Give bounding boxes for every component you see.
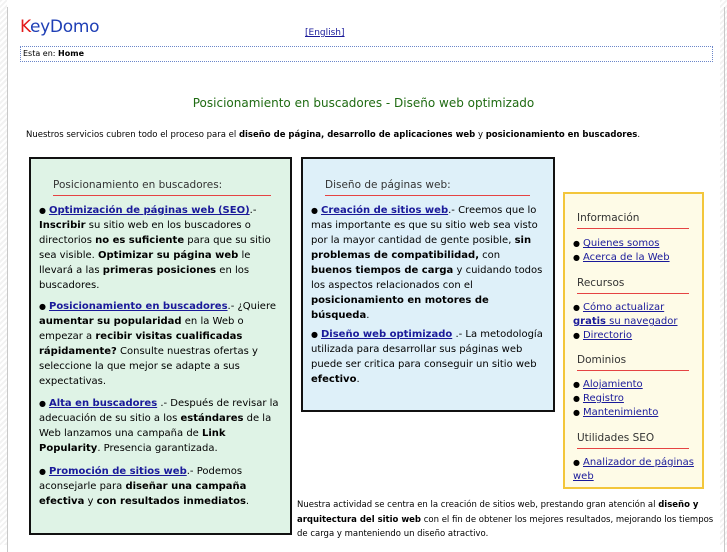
- registro-link[interactable]: Registro: [582, 393, 624, 404]
- design-item-optimized: ● Diseño web optimizado .- La metodología utilizada para desarrollar sus páginas web puede ser critica para conseguir un sitio web efectivo.: [311, 329, 543, 385]
- sidebar-item-quienes: ● Quienes somos: [573, 238, 660, 249]
- quienes-somos-link[interactable]: Quienes somos: [582, 238, 660, 249]
- sidebar-info-title: Información: [577, 211, 689, 229]
- seo-services-box: [29, 157, 292, 535]
- posicionamiento-link[interactable]: Posicionamiento en buscadores: [48, 301, 228, 312]
- actualizar-navegador-link[interactable]: Cómo actualizar gratis su navegador: [573, 302, 678, 327]
- left-stripe: [0, 0, 7, 545]
- sidebar-item-mantenimiento: ● Mantenimiento: [573, 407, 659, 418]
- site-logo[interactable]: KeyDomo: [20, 17, 100, 37]
- design-services-box: [301, 157, 555, 412]
- breadcrumb: [20, 46, 713, 62]
- page-title: Posicionamiento en buscadores - Diseño web optimizado: [192, 96, 535, 110]
- sidebar-box: [563, 192, 704, 489]
- seo-item-positioning: ● Posicionamiento en buscadores.- ¿Quiere aumentar su popularidad en la Web o empezar a recibir visitas cualificadas rápidamente? Consulte nuestras ofertas y seleccione la que mejor se adapte a sus expectativas.: [39, 301, 276, 387]
- creacion-sitios-link[interactable]: Creación de sitios web: [320, 205, 449, 216]
- sidebar-domains-title: Dominios: [577, 353, 689, 371]
- english-language-link[interactable]: [English]: [305, 28, 345, 38]
- alojamiento-link[interactable]: Alojamiento: [582, 379, 643, 390]
- acerca-web-link[interactable]: Acerca de la Web: [582, 252, 670, 263]
- promotion-emphasis: con resultados inmediatos: [96, 496, 246, 507]
- analizador-link[interactable]: Analizador de páginas web: [573, 457, 694, 482]
- optimizacion-link[interactable]: Optimización de páginas web (SEO): [48, 205, 250, 216]
- breadcrumb-current: Home: [58, 49, 84, 58]
- sidebar-item-analizador: ● Analizador de páginas web: [573, 457, 694, 482]
- design-box-title: Diseño de páginas web:: [325, 178, 530, 196]
- sidebar-item-directorio: ● Directorio: [573, 330, 633, 341]
- promocion-link[interactable]: Promoción de sitios web: [48, 466, 187, 477]
- seo-box-title: Posicionamiento en buscadores:: [53, 178, 271, 196]
- promotion-segment: .- Podemos aconsejarle para: [39, 466, 243, 492]
- promotion-segment: y: [84, 496, 97, 507]
- sidebar-item-alojamiento: ● Alojamiento: [573, 379, 643, 390]
- directorio-link[interactable]: Directorio: [582, 330, 633, 341]
- sidebar-item-registro: ● Registro: [573, 393, 624, 404]
- sidebar-resources-title: Recursos: [577, 276, 689, 294]
- diseno-optimizado-link[interactable]: Diseño web optimizado: [320, 329, 453, 340]
- sidebar-item-actualizar: ● Cómo actualizar gratis su navegador: [573, 302, 678, 327]
- mantenimiento-link[interactable]: Mantenimiento: [582, 407, 659, 418]
- promotion-emphasis: diseñar una campaña efectiva: [39, 481, 247, 507]
- sidebar-item-acerca: ● Acerca de la Web: [573, 252, 670, 263]
- seo-item-promotion: ● Promoción de sitios web.- Podemos aconsejarle para diseñar una campaña efectiva y con resultados inmediatos.: [39, 466, 250, 507]
- alta-buscadores-link[interactable]: Alta en buscadores: [48, 398, 158, 409]
- breadcrumb-prefix: Esta en:: [23, 49, 56, 58]
- seo-item-optimization: ● Optimización de páginas web (SEO).- Inscribir su sitio web en los buscadores o directorios no es suficiente para que su sitio sea visible. Optimizar su página web le llevará a las primeras posiciones en los buscadores.: [39, 205, 271, 291]
- promotion-segment: .: [245, 496, 250, 507]
- seo-item-alta: ● Alta en buscadores .- Después de revisar la adecuación de su sitio a los estándares de la Web lanzamos una campaña de Link Popularity. Presencia garantizada.: [39, 398, 279, 454]
- bottom-description: Nuestra actividad se centra en la creación de sitios web, prestando gran atención al diseño y arquitectura del sitio web con el fin de obtener los mejores resultados, mejorando los tiempos de carga y manteniendo un diseño atractivo.: [297, 500, 714, 539]
- sidebar-seo-title: Utilidades SEO: [577, 431, 689, 449]
- intro-text: Nuestros servicios cubren todo el proceso para el diseño de página, desarrollo de aplicaciones web y posicionamiento en buscadores.: [26, 130, 641, 140]
- design-item-creation: ● Creación de sitios web.- Creemos que lo mas importante es que su sitio web sea visto por la mayor cantidad de gente posible, sin problemas de compatibilidad, con buenos tiempos de carga y cuidando todos los aspectos relacionados con el posicionamiento en motores de búsqueda.: [311, 205, 543, 321]
